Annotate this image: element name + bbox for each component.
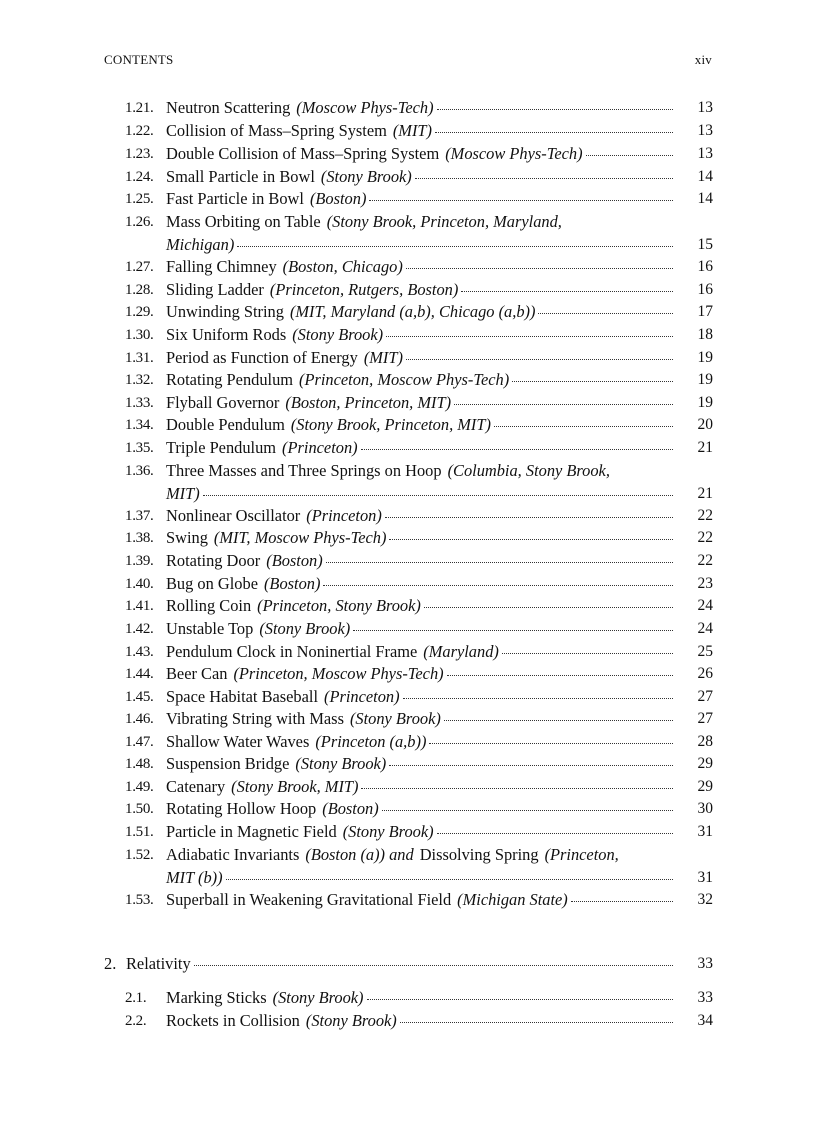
entry-line	[166, 437, 677, 460]
entry-number: 1.22.	[125, 123, 154, 139]
entry-title: Adiabatic Invariants	[166, 845, 300, 864]
toc-entry	[125, 686, 713, 709]
entry-source: (Boston)	[266, 551, 323, 570]
entry-body	[166, 301, 677, 324]
dot-leader	[237, 246, 673, 247]
entry-source-wrap: Michigan)	[166, 234, 235, 254]
entry-number: 1.25.	[125, 191, 154, 207]
entry-line	[166, 798, 677, 821]
entry-title: Space Habitat Baseball	[166, 687, 319, 706]
entry-body	[166, 618, 677, 641]
toc-entry	[125, 595, 713, 618]
entry-line	[166, 686, 677, 709]
entry-title: Beer Can	[166, 664, 228, 683]
toc-entry	[125, 889, 713, 912]
entry-source: (Princeton (a,b))	[315, 732, 427, 751]
dot-leader	[494, 426, 673, 427]
entry-number: 2.	[104, 954, 117, 973]
entry-body	[166, 256, 677, 279]
dot-leader	[502, 653, 673, 654]
entry-line	[166, 618, 677, 641]
entry-title: Rockets in Collision	[166, 1011, 300, 1030]
dot-leader	[194, 965, 673, 966]
entry-body	[166, 1010, 677, 1033]
entry-body	[166, 347, 677, 370]
toc-entry	[125, 527, 713, 550]
dot-leader	[444, 720, 673, 721]
entry-title: Double Collision of Mass–Spring System	[166, 144, 440, 163]
dot-leader	[415, 178, 673, 179]
entry-source: (Moscow Phys-Tech)	[296, 98, 434, 117]
dot-leader	[435, 132, 673, 133]
entry-number: 1.38.	[125, 530, 154, 546]
entry-line	[166, 708, 677, 731]
entry-line	[166, 97, 677, 120]
entry-number: 1.53.	[125, 892, 154, 908]
entry-number: 1.31.	[125, 350, 154, 366]
entry-number: 1.44.	[125, 666, 154, 682]
entry-source: (Stony Brook)	[305, 1011, 397, 1030]
entry-title: Collision of Mass–Spring System	[166, 121, 387, 140]
entry-title: Rotating Door	[166, 551, 261, 570]
entry-source: (MIT, Moscow Phys-Tech)	[213, 528, 387, 547]
dot-leader	[226, 879, 673, 880]
entry-number: 1.29.	[125, 304, 154, 320]
entry-body	[166, 641, 677, 664]
entry-body	[166, 753, 677, 776]
dot-leader	[323, 585, 673, 586]
entry-body	[166, 798, 677, 821]
entry-body	[166, 369, 677, 392]
entry-body	[166, 392, 677, 415]
dot-leader	[406, 268, 673, 269]
entry-title: Rotating Hollow Hoop	[166, 799, 317, 818]
entry-number: 1.47.	[125, 734, 154, 750]
entry-title: Triple Pendulum	[166, 438, 277, 457]
entry-page: 33	[697, 955, 713, 972]
entry-number: 1.42.	[125, 621, 154, 637]
entry-line	[166, 120, 677, 143]
toc-entry	[125, 663, 713, 686]
toc-entry	[125, 97, 713, 120]
entry-page: 31	[697, 823, 713, 840]
entry-title: Pendulum Clock in Noninertial Frame	[166, 642, 418, 661]
page-header	[104, 52, 712, 68]
entry-title: Nonlinear Oscillator	[166, 506, 301, 525]
entry-number: 1.26.	[125, 214, 154, 230]
toc-entry	[125, 753, 713, 776]
entry-source: (Stony Brook)	[259, 619, 351, 638]
toc-entry	[125, 844, 713, 889]
entry-page: 20	[697, 416, 713, 433]
entry-title: Bug on Globe	[166, 574, 258, 593]
entry-page: 29	[697, 755, 713, 772]
entry-line	[166, 844, 677, 867]
toc-entry	[125, 573, 713, 596]
entry-source: (Boston)	[309, 189, 367, 208]
entry-body	[166, 279, 677, 302]
entry-body	[166, 527, 677, 550]
toc-entry	[125, 301, 713, 324]
entry-title: Particle in Magnetic Field	[166, 822, 337, 841]
entry-number: 1.24.	[125, 169, 154, 185]
entry-line	[166, 211, 677, 234]
entry-source: (Stony Brook)	[295, 754, 387, 773]
entry-title: Suspension Bridge	[166, 754, 290, 773]
entry-page: 16	[697, 258, 713, 275]
entry-line	[166, 867, 677, 890]
entry-number: 1.49.	[125, 779, 154, 795]
toc-entry	[125, 211, 713, 256]
entry-page: 27	[697, 688, 713, 705]
entry-number: 1.37.	[125, 508, 154, 524]
entry-number: 1.40.	[125, 576, 154, 592]
toc-entry	[125, 618, 713, 641]
dot-leader	[403, 698, 673, 699]
dot-leader	[367, 999, 673, 1000]
entry-body	[166, 166, 677, 189]
entry-page: 14	[697, 168, 713, 185]
toc-entry	[125, 143, 713, 166]
entry-number: 1.36.	[125, 463, 154, 479]
dot-leader	[406, 359, 673, 360]
toc-entry	[125, 120, 713, 143]
entry-title: Small Particle in Bowl	[166, 167, 315, 186]
entry-source: (Princeton, Rutgers, Boston)	[269, 280, 459, 299]
entry-line	[166, 256, 677, 279]
toc-entry	[125, 166, 713, 189]
entry-source: (Stony Brook, Princeton, Maryland,	[326, 212, 562, 231]
toc-entry	[125, 414, 713, 437]
entry-line	[166, 821, 677, 844]
entry-line	[166, 460, 677, 483]
entry-number: 1.30.	[125, 327, 154, 343]
entry-title: Period as Function of Energy	[166, 348, 358, 367]
entry-page: 19	[697, 394, 713, 411]
entry-source: (MIT)	[392, 121, 432, 140]
entry-page: 13	[697, 122, 713, 139]
toc-entry	[125, 776, 713, 799]
toc-entry	[125, 987, 713, 1010]
entry-number: 1.32.	[125, 372, 154, 388]
entry-number: 1.41.	[125, 598, 154, 614]
entry-page: 23	[697, 575, 713, 592]
entry-page: 14	[697, 190, 713, 207]
entry-number: 1.45.	[125, 689, 154, 705]
entry-source: (Princeton, Stony Brook)	[257, 596, 421, 615]
toc-entry	[125, 798, 713, 821]
entry-line	[166, 414, 677, 437]
entry-line	[166, 889, 677, 912]
entry-page: 27	[697, 710, 713, 727]
entry-source-wrap: MIT (b))	[166, 867, 223, 887]
entry-title: Vibrating String with Mass	[166, 709, 344, 728]
entry-title: Falling Chimney	[166, 257, 277, 276]
toc-entry	[125, 708, 713, 731]
entry-source: (Princeton)	[324, 687, 400, 706]
entry-line	[166, 550, 677, 573]
entry-title: Neutron Scattering	[166, 98, 291, 117]
dot-leader	[424, 607, 673, 608]
dot-leader	[326, 562, 673, 563]
entry-number: 1.27.	[125, 259, 154, 275]
dot-leader	[361, 449, 673, 450]
entry-line	[166, 324, 677, 347]
entry-number: 2.1.	[125, 990, 147, 1006]
entry-line	[166, 1010, 677, 1033]
entry-page: 25	[697, 643, 713, 660]
entry-source-continued: (Princeton,	[544, 845, 619, 864]
entry-title: Catenary	[166, 777, 226, 796]
entry-title-continued: Dissolving Spring	[419, 845, 539, 864]
toc-entry	[125, 731, 713, 754]
dot-leader	[571, 901, 673, 902]
toc-entry	[125, 550, 713, 573]
toc-entry	[125, 324, 713, 347]
entry-page: 13	[697, 99, 713, 116]
entry-body	[166, 505, 677, 528]
entry-page: 22	[697, 529, 713, 546]
entry-body	[166, 708, 677, 731]
entry-title: Marking Sticks	[166, 988, 267, 1007]
entry-page: 22	[697, 507, 713, 524]
running-head: CONTENTS	[104, 52, 174, 67]
entry-page: 24	[697, 620, 713, 637]
toc-entry	[125, 460, 713, 505]
entry-number: 1.51.	[125, 824, 154, 840]
entry-source: (Princeton)	[282, 438, 358, 457]
toc-entry	[125, 437, 713, 460]
entry-line	[166, 641, 677, 664]
entry-source: (Stony Brook)	[292, 325, 384, 344]
entry-page: 15	[697, 235, 713, 253]
toc-chapter	[104, 953, 713, 976]
entry-body	[166, 211, 677, 256]
entry-line	[166, 505, 677, 528]
dot-leader	[369, 200, 673, 201]
dot-leader	[437, 833, 673, 834]
entry-title: Unwinding String	[166, 302, 284, 321]
entry-source: (Princeton, Moscow Phys-Tech)	[233, 664, 444, 683]
entry-body	[166, 414, 677, 437]
entry-body	[166, 550, 677, 573]
entry-line	[166, 527, 677, 550]
dot-leader	[385, 517, 673, 518]
entry-body	[166, 663, 677, 686]
dot-leader	[586, 155, 673, 156]
dot-leader	[512, 381, 673, 382]
entry-body	[166, 324, 677, 347]
entry-page: 19	[697, 371, 713, 388]
toc-entry	[125, 369, 713, 392]
entry-source-wrap: MIT)	[166, 483, 200, 503]
entry-page: 16	[697, 281, 713, 298]
entry-title: Double Pendulum	[166, 415, 285, 434]
dot-leader	[447, 675, 673, 676]
dot-leader	[361, 788, 673, 789]
dot-leader	[461, 291, 673, 292]
dot-leader	[353, 630, 673, 631]
dot-leader	[429, 743, 673, 744]
entry-body	[166, 889, 677, 912]
toc-entry	[125, 641, 713, 664]
entry-source: (MIT, Maryland (a,b), Chicago (a,b))	[289, 302, 536, 321]
entry-title: Rotating Pendulum	[166, 370, 294, 389]
entry-page: 13	[697, 145, 713, 162]
entry-line	[166, 573, 677, 596]
entry-body	[166, 731, 677, 754]
entry-source: (Boston, Princeton, MIT)	[285, 393, 452, 412]
entry-number: 1.23.	[125, 146, 154, 162]
entry-number: 1.48.	[125, 756, 154, 772]
entry-source: (Princeton)	[306, 506, 382, 525]
dot-leader	[538, 313, 673, 314]
entry-number: 1.39.	[125, 553, 154, 569]
entry-page: 28	[697, 733, 713, 750]
entry-page: 32	[697, 891, 713, 908]
entry-title: Relativity	[126, 954, 191, 973]
toc-entry	[125, 279, 713, 302]
entry-body	[126, 953, 677, 976]
page-number: xiv	[694, 52, 712, 67]
dot-leader	[203, 495, 673, 496]
entry-title: Sliding Ladder	[166, 280, 264, 299]
entry-body	[166, 595, 677, 618]
entry-body	[166, 776, 677, 799]
dot-leader	[437, 109, 673, 110]
entry-source: (Maryland)	[423, 642, 499, 661]
entry-source: (Columbia, Stony Brook,	[447, 461, 610, 480]
entry-body	[166, 143, 677, 166]
entry-body	[166, 97, 677, 120]
entry-number: 1.43.	[125, 644, 154, 660]
entry-source: (Boston)	[322, 799, 379, 818]
entry-line	[166, 663, 677, 686]
entry-page: 30	[697, 800, 713, 817]
entry-source: (Stony Brook, Princeton, MIT)	[290, 415, 491, 434]
dot-leader	[389, 765, 673, 766]
entry-page: 33	[697, 989, 713, 1006]
toc-entry	[125, 392, 713, 415]
entry-number: 1.34.	[125, 417, 154, 433]
entry-number: 1.52.	[125, 847, 154, 863]
entry-body	[166, 573, 677, 596]
entry-page: 24	[697, 597, 713, 614]
entry-line	[166, 188, 677, 211]
entry-line	[166, 301, 677, 324]
toc-entry	[125, 1010, 713, 1033]
entry-page: 26	[697, 665, 713, 682]
entry-page: 17	[697, 303, 713, 320]
entry-page: 29	[697, 778, 713, 795]
entry-source: (Stony Brook, MIT)	[231, 777, 359, 796]
entry-line	[166, 143, 677, 166]
dot-leader	[386, 336, 673, 337]
entry-body	[166, 844, 677, 889]
entry-source: (Boston)	[263, 574, 321, 593]
entry-page: 21	[697, 484, 713, 502]
entry-title: Shallow Water Waves	[166, 732, 310, 751]
entry-body	[166, 460, 677, 505]
entry-title: Six Uniform Rods	[166, 325, 287, 344]
entry-page: 21	[697, 439, 713, 456]
entry-number: 1.28.	[125, 282, 154, 298]
entry-page: 31	[697, 868, 713, 886]
entry-source: (Boston (a)) and	[305, 845, 414, 864]
entry-number: 1.50.	[125, 801, 154, 817]
toc-entry	[125, 188, 713, 211]
dot-leader	[382, 810, 673, 811]
entry-line	[166, 347, 677, 370]
entry-line	[166, 392, 677, 415]
entry-title: Rolling Coin	[166, 596, 252, 615]
entry-body	[166, 120, 677, 143]
dot-leader	[389, 539, 673, 540]
entry-source: (Stony Brook)	[349, 709, 441, 728]
entry-line	[166, 369, 677, 392]
entry-page: 19	[697, 349, 713, 366]
entry-line	[166, 483, 677, 506]
entry-number: 1.21.	[125, 100, 154, 116]
entry-line	[166, 776, 677, 799]
entry-number: 1.33.	[125, 395, 154, 411]
entry-number: 1.46.	[125, 711, 154, 727]
entry-source: (Stony Brook)	[272, 988, 364, 1007]
entry-title: Flyball Governor	[166, 393, 280, 412]
entry-line	[166, 731, 677, 754]
toc-entry	[125, 347, 713, 370]
entry-title: Swing	[166, 528, 208, 547]
dot-leader	[400, 1022, 673, 1023]
entry-source: (Boston, Chicago)	[282, 257, 403, 276]
entry-line	[166, 234, 677, 257]
entry-page: 34	[697, 1012, 713, 1029]
entry-line	[166, 595, 677, 618]
entry-line	[126, 953, 677, 976]
entry-source: (MIT)	[363, 348, 403, 367]
entry-line	[166, 753, 677, 776]
entry-line	[166, 166, 677, 189]
entry-source: (Stony Brook)	[320, 167, 412, 186]
entry-body	[166, 686, 677, 709]
entry-title: Mass Orbiting on Table	[166, 212, 321, 231]
dot-leader	[454, 404, 673, 405]
entry-line	[166, 279, 677, 302]
entry-title: Three Masses and Three Springs on Hoop	[166, 461, 442, 480]
entry-title: Unstable Top	[166, 619, 254, 638]
toc-entry	[125, 505, 713, 528]
toc-entry	[125, 821, 713, 844]
entry-body	[166, 987, 677, 1010]
entry-source: (Moscow Phys-Tech)	[445, 144, 583, 163]
entry-source: (Stony Brook)	[342, 822, 434, 841]
entry-title: Superball in Weakening Gravitational Field	[166, 890, 452, 909]
entry-line	[166, 987, 677, 1010]
entry-number: 2.2.	[125, 1013, 147, 1029]
entry-page: 18	[697, 326, 713, 343]
entry-number: 1.35.	[125, 440, 154, 456]
entry-body	[166, 437, 677, 460]
entry-source: (Princeton, Moscow Phys-Tech)	[299, 370, 510, 389]
toc-entry	[125, 256, 713, 279]
entry-body	[166, 188, 677, 211]
entry-title: Fast Particle in Bowl	[166, 189, 304, 208]
entry-page: 22	[697, 552, 713, 569]
entry-source: (Michigan State)	[457, 890, 568, 909]
entry-body	[166, 821, 677, 844]
